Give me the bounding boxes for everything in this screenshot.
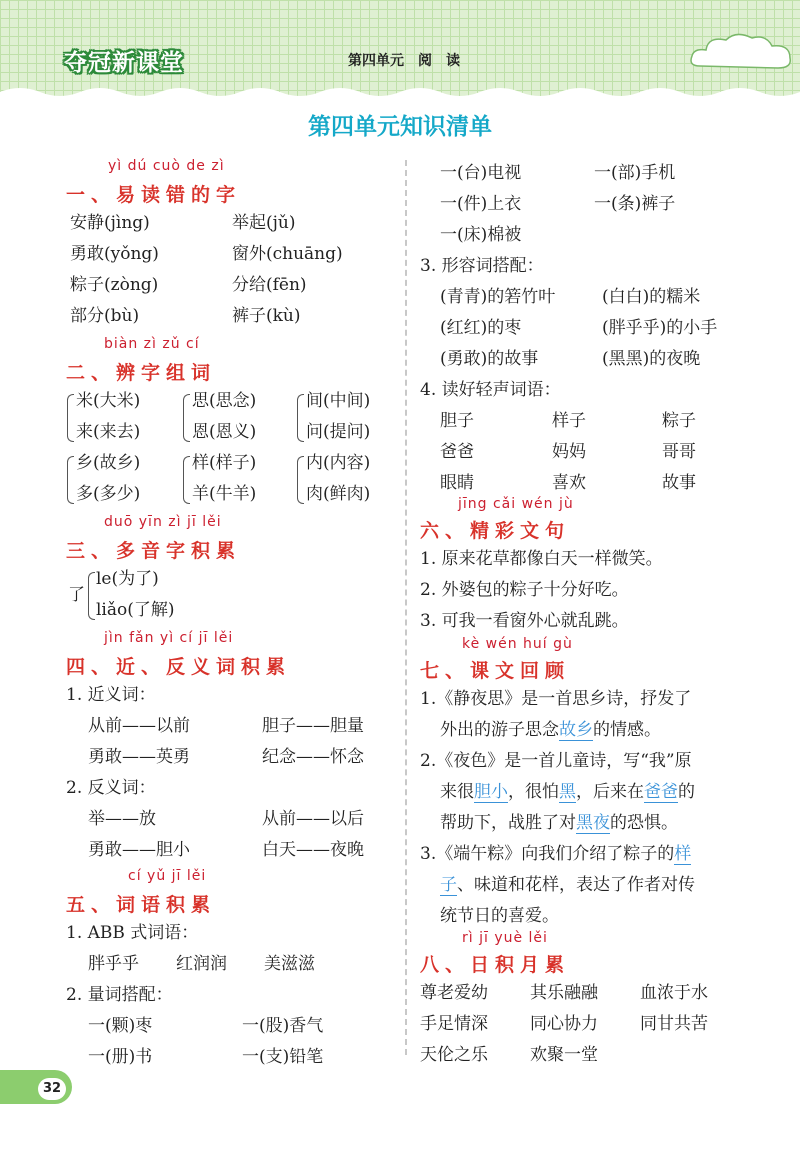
word-pair: 从前——以后 [262, 809, 364, 829]
abb-word: 胖乎乎 [88, 954, 139, 974]
brand-logo: 夺冠新课堂 [64, 50, 184, 76]
word-pair-bottom: 羊(牛羊) [192, 484, 257, 504]
word-pair: 勇敢——英勇 [88, 747, 190, 767]
word-pair-bottom: 来(来去) [76, 422, 141, 442]
adjective-phrase: (黑黑)的夜晚 [602, 349, 701, 369]
word-entry: 勇敢(yǒng) [70, 244, 159, 264]
review-line: 来很胆小，很怕黑，后来在爸爸的 [440, 782, 695, 802]
brace [67, 394, 74, 442]
section-heading: 八、日积月累 [420, 954, 571, 976]
column-divider [405, 160, 407, 1055]
light-tone-word: 哥哥 [662, 442, 696, 462]
word-pair-top: 米(大米) [76, 391, 141, 411]
brace [183, 456, 190, 504]
light-tone-word: 粽子 [662, 411, 696, 431]
page-title: 第四单元知识清单 [308, 114, 492, 140]
answer-fill: 故乡 [559, 720, 593, 740]
unit-label: 第四单元 阅 读 [348, 53, 460, 69]
section-heading: 一、易读错的字 [66, 184, 242, 206]
sub-label: 1. ABB 式词语： [66, 923, 199, 943]
idiom: 其乐融融 [530, 983, 598, 1003]
light-tone-word: 故事 [662, 473, 696, 493]
measure-word: 一(颗)枣 [88, 1016, 153, 1036]
sentence: 2. 外婆包的粽子十分好吃。 [420, 580, 629, 600]
section-heading: 六、精彩文句 [420, 520, 571, 542]
word-pair-top: 样(样子) [192, 453, 257, 473]
measure-word: 一(床)棉被 [440, 225, 522, 245]
light-tone-word: 妈妈 [552, 442, 586, 462]
word-pair-top: 间(中间) [306, 391, 371, 411]
measure-word: 一(台)电视 [440, 163, 522, 183]
page-header [0, 0, 800, 98]
measure-word: 一(册)书 [88, 1047, 153, 1067]
adjective-phrase: (青青)的箬竹叶 [440, 287, 556, 307]
light-tone-word: 样子 [552, 411, 586, 431]
idiom: 同甘共苦 [640, 1014, 708, 1034]
brace [297, 394, 304, 442]
section-pinyin: yì dú cuò de zì [108, 158, 225, 174]
answer-fill: 子 [440, 875, 457, 895]
measure-word: 一(支)铅笔 [242, 1047, 324, 1067]
light-tone-word: 眼睛 [440, 473, 474, 493]
word-entry: 分给(fēn) [232, 275, 307, 295]
header-wave-decoration [0, 82, 800, 98]
light-tone-word: 胆子 [440, 411, 474, 431]
word-pair: 从前——以前 [88, 716, 190, 736]
section-pinyin: biàn zì zǔ cí [104, 336, 200, 352]
brace [88, 572, 95, 620]
review-line: 统节日的喜爱。 [440, 906, 559, 926]
measure-word: 一(股)香气 [242, 1016, 324, 1036]
brace [297, 456, 304, 504]
sub-label: 2. 量词搭配： [66, 985, 173, 1005]
review-line: 3.《端午粽》向我们介绍了粽子的样 [420, 844, 692, 864]
abb-word: 美滋滋 [264, 954, 315, 974]
answer-fill: 样 [674, 844, 692, 864]
section-pinyin: duō yīn zì jī lěi [104, 514, 222, 530]
measure-word: 一(件)上衣 [440, 194, 522, 214]
sub-label: 1. 近义词： [66, 685, 156, 705]
word-pair-bottom: 多(多少) [76, 484, 141, 504]
idiom: 欢聚一堂 [530, 1045, 598, 1065]
sub-label: 4. 读好轻声词语： [420, 380, 561, 400]
idiom: 尊老爱幼 [420, 983, 488, 1003]
word-pair: 胆子——胆量 [262, 716, 364, 736]
section-heading: 五、词语积累 [66, 894, 217, 916]
abb-word: 红润润 [176, 954, 227, 974]
idiom: 血浓于水 [640, 983, 708, 1003]
adjective-phrase: (红红)的枣 [440, 318, 522, 338]
section-pinyin: kè wén huí gù [462, 636, 573, 652]
brace [183, 394, 190, 442]
section-heading: 四、近、反义词积累 [66, 656, 292, 678]
word-pair-top: 乡(故乡) [76, 453, 141, 473]
light-tone-word: 爸爸 [440, 442, 474, 462]
idiom: 天伦之乐 [420, 1045, 488, 1065]
word-pair-bottom: 问(提问) [306, 422, 371, 442]
answer-fill: 爸爸 [644, 782, 678, 802]
section-heading: 二、辨字组词 [66, 362, 217, 384]
word-entry: 粽子(zòng) [70, 275, 159, 295]
review-line: 外出的游子思念故乡的情感。 [440, 720, 661, 740]
word-pair: 白天——夜晚 [262, 840, 364, 860]
page-number: 32 [38, 1078, 66, 1100]
measure-word: 一(条)裤子 [594, 194, 676, 214]
word-entry: 裤子(kù) [232, 306, 301, 326]
answer-fill: 胆小 [474, 782, 508, 802]
cloud-icon [686, 28, 796, 76]
section-pinyin: rì jī yuè lěi [462, 930, 548, 946]
word-pair: 纪念——怀念 [262, 747, 364, 767]
word-entry: 安静(jìng) [70, 213, 150, 233]
idiom: 手足情深 [420, 1014, 488, 1034]
word-pair-bottom: 恩(恩义) [192, 422, 257, 442]
word-entry: 窗外(chuāng) [232, 244, 343, 264]
section-heading: 三、多音字积累 [66, 540, 242, 562]
adjective-phrase: (白白)的糯米 [602, 287, 701, 307]
measure-word: 一(部)手机 [594, 163, 676, 183]
sub-label: 3. 形容词搭配： [420, 256, 544, 276]
sub-label: 2. 反义词： [66, 778, 156, 798]
answer-fill: 黑 [559, 782, 576, 802]
polyphone-reading: liǎo(了解) [96, 600, 175, 620]
review-line: 帮助下，战胜了对黑夜的恐惧。 [440, 813, 678, 833]
review-line: 2.《夜色》是一首儿童诗，写“我”原 [420, 751, 692, 771]
adjective-phrase: (勇敢)的故事 [440, 349, 539, 369]
section-heading: 七、课文回顾 [420, 660, 571, 682]
adjective-phrase: (胖乎乎)的小手 [602, 318, 718, 338]
word-pair-top: 思(思念) [192, 391, 257, 411]
word-pair: 勇敢——胆小 [88, 840, 190, 860]
review-line: 1.《静夜思》是一首思乡诗，抒发了 [420, 689, 692, 709]
idiom: 同心协力 [530, 1014, 598, 1034]
answer-fill: 黑夜 [576, 813, 610, 833]
polyphone-char: 了 [68, 585, 85, 605]
light-tone-word: 喜欢 [552, 473, 586, 493]
section-pinyin: cí yǔ jī lěi [128, 868, 207, 884]
word-entry: 部分(bù) [70, 306, 140, 326]
word-pair: 举——放 [88, 809, 156, 829]
sentence: 3. 可我一看窗外心就乱跳。 [420, 611, 629, 631]
section-pinyin: jìn fǎn yì cí jī lěi [104, 630, 234, 646]
word-pair-bottom: 肉(鲜肉) [306, 484, 371, 504]
word-pair-top: 内(内容) [306, 453, 371, 473]
brace [67, 456, 74, 504]
section-pinyin: jīng cǎi wén jù [458, 496, 574, 512]
sentence: 1. 原来花草都像白天一样微笑。 [420, 549, 663, 569]
word-entry: 举起(jǔ) [232, 213, 296, 233]
polyphone-reading: le(为了) [96, 569, 159, 589]
review-line: 子、味道和花样，表达了作者对传 [440, 875, 695, 895]
